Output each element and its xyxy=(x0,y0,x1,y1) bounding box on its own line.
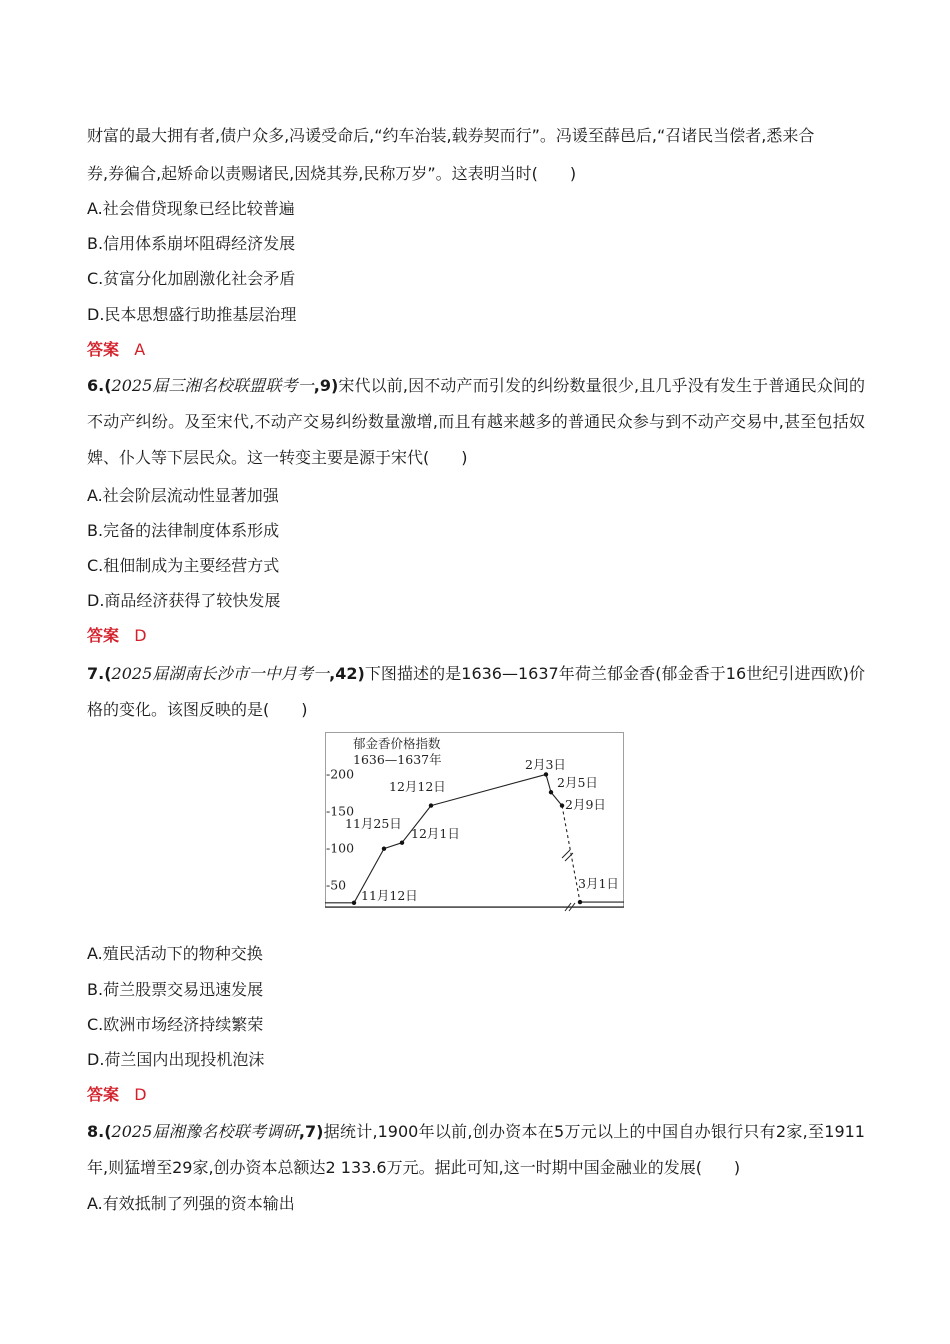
point-labels xyxy=(345,757,619,903)
answer-value: D xyxy=(134,1085,147,1104)
q7-source: 2025届湖南长沙市一中月考一 xyxy=(111,664,330,683)
point-label: 12月12日 xyxy=(389,779,446,794)
q6-score: ,9) xyxy=(313,376,339,395)
q7-text: 下图描述的是1636—1637年荷兰郁金香(郁金香于16世纪引进西欧)价格的变化。该图反映的是( ) xyxy=(87,664,865,719)
data-point xyxy=(544,772,548,776)
q6-option-c: C.租佃制成为主要经营方式 xyxy=(87,556,280,575)
data-point xyxy=(560,803,564,807)
chart-subtitle: 1636—1637年 xyxy=(353,752,442,767)
y-tick-label: -150 xyxy=(326,803,355,819)
data-point xyxy=(400,841,404,845)
q5-option-d: D.民本思想盛行助推基层治理 xyxy=(87,305,297,324)
data-point xyxy=(382,846,386,850)
q7-number: 7.( xyxy=(87,664,112,683)
q7-stem xyxy=(87,656,865,728)
y-tick-label: -100 xyxy=(326,840,355,856)
q7-option-c: C.欧洲市场经济持续繁荣 xyxy=(87,1015,264,1034)
q8-source: 2025届湘豫名校联考调研 xyxy=(111,1122,299,1141)
series-segment xyxy=(551,792,562,805)
q7-answer xyxy=(87,1085,147,1105)
axis-break-marks xyxy=(562,850,575,911)
q5-option-a: A.社会借贷现象已经比较普遍 xyxy=(87,199,295,218)
answer-label: 答案 xyxy=(87,1085,120,1104)
q6-option-d: D.商品经济获得了较快发展 xyxy=(87,591,281,610)
point-label: 12月1日 xyxy=(411,826,460,841)
point-label: 11月25日 xyxy=(345,816,402,831)
data-point xyxy=(352,901,356,905)
data-point xyxy=(549,790,553,794)
q5-answer xyxy=(87,340,145,360)
point-label: 11月12日 xyxy=(361,888,418,903)
q8-stem xyxy=(87,1114,865,1186)
tulip-price-chart xyxy=(325,732,625,912)
point-label: 2月3日 xyxy=(525,757,566,772)
q6-number: 6.( xyxy=(87,376,112,395)
series-segment xyxy=(384,843,402,849)
y-tick-label: -50 xyxy=(326,877,347,893)
answer-value: D xyxy=(134,626,147,645)
data-point xyxy=(429,803,433,807)
answer-label: 答案 xyxy=(87,626,120,645)
answer-label: 答案 xyxy=(87,340,120,359)
q6-option-a: A.社会阶层流动性显著加强 xyxy=(87,486,279,505)
point-label: 2月5日 xyxy=(557,775,598,790)
q6-text: 宋代以前,因不动产而引发的纠纷数量很少,且几乎没有发生于普通民众间的不动产纠纷。及至宋代,不动产交易纠纷数量激增,而且有越来越多的普通民众参与到不动产交易中,甚至包括奴婢、仆人等下层民众。这一转变主要是源于宋代( ) xyxy=(87,376,865,467)
y-tick-label: -200 xyxy=(326,766,355,782)
q6-stem xyxy=(87,368,865,476)
q7-option-b: B.荷兰股票交易迅速发展 xyxy=(87,980,264,999)
data-point xyxy=(578,900,582,904)
data-points xyxy=(352,772,582,905)
q8-number: 8.( xyxy=(87,1122,112,1141)
point-label: 3月1日 xyxy=(578,876,619,891)
q7-score: ,42) xyxy=(329,664,365,683)
q5-stem-line1: 财富的最大拥有者,债户众多,冯谖受命后,“约车治装,载券契而行”。冯谖至薛邑后,“召诸民当偿者,悉来合 xyxy=(87,126,815,145)
q8-text: 据统计,1900年以前,创办资本在5万元以上的中国自办银行只有2家,至1911年,则猛增至29家,创办资本总额达2 133.6万元。据此可知,这一时期中国金融业的发展( ) xyxy=(87,1122,865,1177)
q6-source: 2025届三湘名校联盟联考一 xyxy=(111,376,314,395)
q8-score: ,7) xyxy=(298,1122,324,1141)
series-segment xyxy=(546,774,551,792)
q5-stem-line2: 券,券徧合,起矫命以责赐诸民,因烧其券,民称万岁”。这表明当时( ) xyxy=(87,164,577,183)
q6-option-b: B.完备的法律制度体系形成 xyxy=(87,521,280,540)
q5-option-b: B.信用体系崩坏阻碍经济发展 xyxy=(87,234,296,253)
answer-value: A xyxy=(134,340,146,359)
series-segment xyxy=(431,774,546,805)
point-label: 2月9日 xyxy=(565,797,606,812)
q7-option-d: D.荷兰国内出现投机泡沫 xyxy=(87,1050,265,1069)
q6-answer xyxy=(87,626,147,646)
q5-option-c: C.贫富分化加剧激化社会矛盾 xyxy=(87,269,296,288)
q8-option-a: A.有效抵制了列强的资本输出 xyxy=(87,1194,295,1213)
chart-title: 郁金香价格指数 xyxy=(353,736,441,751)
q7-option-a: A.殖民活动下的物种交换 xyxy=(87,944,263,963)
